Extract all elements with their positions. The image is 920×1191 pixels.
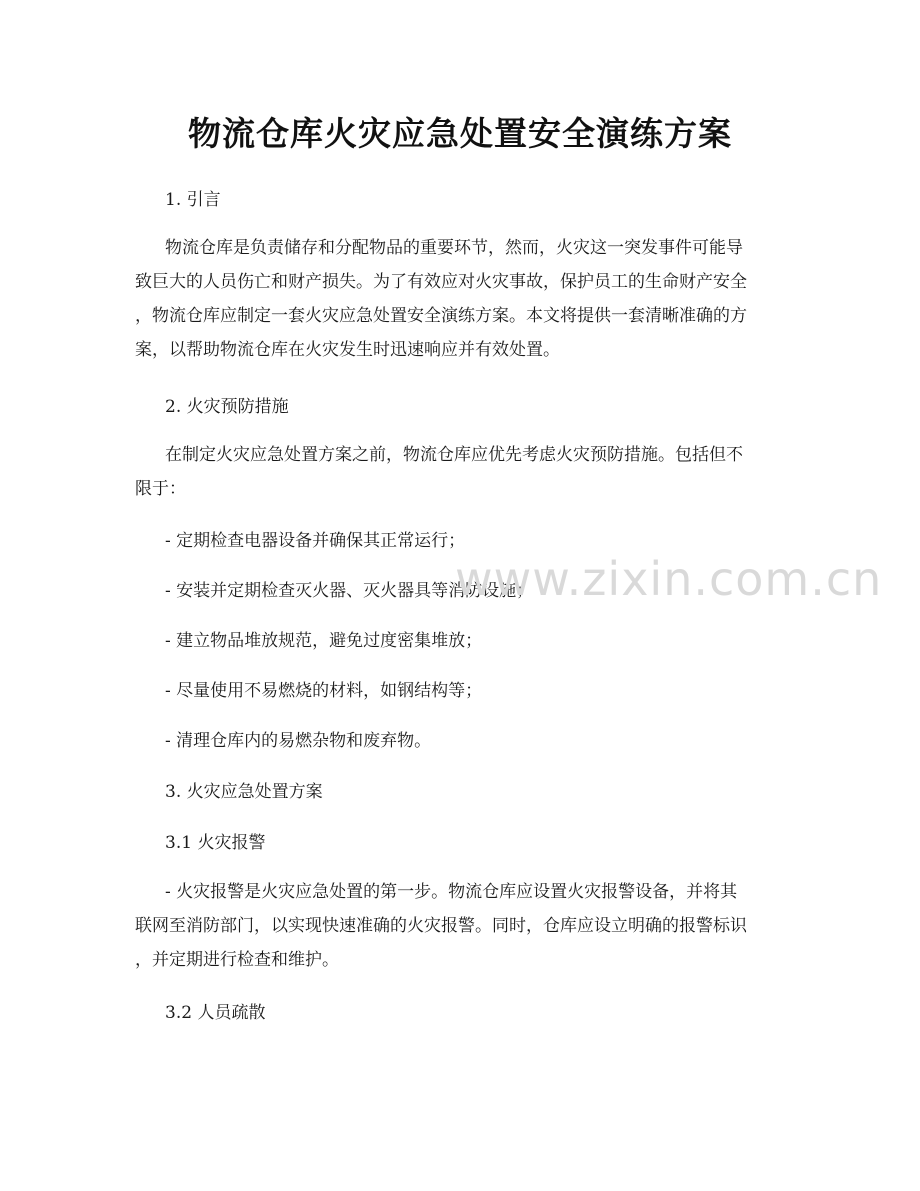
section-3-heading: 3. 火灾应急处置方案 bbox=[165, 782, 323, 802]
section-1-paragraph-line-4: 案，以帮助物流仓库在火灾发生时迅速响应并有效处置。 bbox=[135, 340, 560, 360]
section-1-paragraph-line-1: 物流仓库是负责储存和分配物品的重要环节，然而，火灾这一突发事件可能导 bbox=[165, 238, 743, 258]
section-1-paragraph-line-2: 致巨大的人员伤亡和财产损失。为了有效应对火灾事故，保护员工的生命财产安全 bbox=[135, 272, 747, 292]
section-3-1-paragraph-line-1: - 火灾报警是火灾应急处置的第一步。物流仓库应设置火灾报警设备，并将其 bbox=[165, 882, 738, 902]
section-2-paragraph-line-1: 在制定火灾应急处置方案之前，物流仓库应优先考虑火灾预防措施。包括但不 bbox=[165, 445, 743, 465]
list-item: - 定期检查电器设备并确保其正常运行； bbox=[165, 531, 466, 551]
section-3-1-heading: 3.1 火灾报警 bbox=[165, 833, 266, 853]
section-2-paragraph-line-2: 限于： bbox=[135, 479, 186, 499]
section-3-1-paragraph-line-3: ，并定期进行检查和维护。 bbox=[135, 950, 339, 970]
section-3-1-paragraph-line-2: 联网至消防部门，以实现快速准确的火灾报警。同时，仓库应设立明确的报警标识 bbox=[135, 916, 747, 936]
section-1-heading: 1. 引言 bbox=[165, 190, 221, 210]
section-3-2-heading: 3.2 人员疏散 bbox=[165, 1003, 266, 1023]
list-item: - 清理仓库内的易燃杂物和废弃物。 bbox=[165, 731, 432, 751]
list-item: - 尽量使用不易燃烧的材料，如钢结构等； bbox=[165, 681, 483, 701]
list-item: - 建立物品堆放规范，避免过度密集堆放； bbox=[165, 631, 483, 651]
list-item: - 安装并定期检查灭火器、灭火器具等消防设施； bbox=[165, 581, 534, 601]
section-1-paragraph-line-3: ，物流仓库应制定一套火灾应急处置安全演练方案。本文将提供一套清晰准确的方 bbox=[135, 306, 747, 326]
section-2-heading: 2. 火灾预防措施 bbox=[165, 397, 289, 417]
watermark: www.zixin.com.cn bbox=[455, 552, 883, 606]
document-title: 物流仓库火灾应急处置安全演练方案 bbox=[188, 114, 732, 153]
